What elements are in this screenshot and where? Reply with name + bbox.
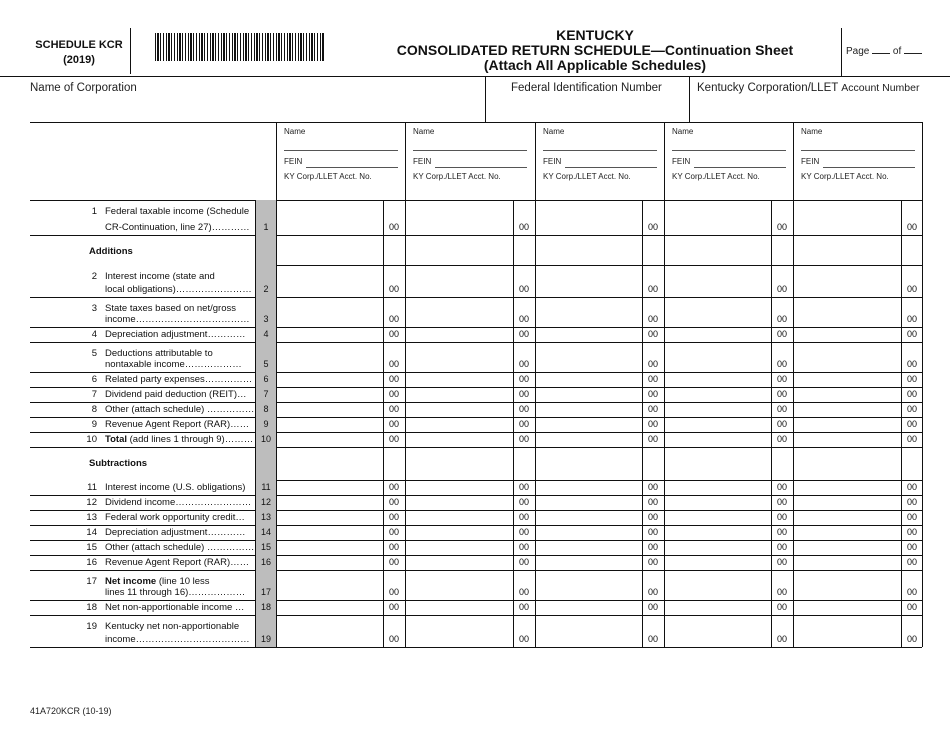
amount-cell[interactable]: [536, 373, 641, 386]
row-line: [30, 647, 922, 648]
line-box-number: 14: [260, 527, 271, 537]
amount-cell[interactable]: [406, 418, 512, 431]
amount-cell[interactable]: [277, 201, 382, 234]
cents-value: 00: [647, 419, 658, 429]
cents-value: 00: [906, 284, 917, 294]
cents-value: 00: [906, 512, 917, 522]
amount-cell[interactable]: [794, 298, 900, 326]
amount-cell[interactable]: [277, 481, 382, 494]
amount-cell[interactable]: [406, 343, 512, 371]
cents-value: 00: [647, 482, 658, 492]
line-description: Dividend income……………………: [105, 497, 252, 508]
line-box-number: 7: [263, 389, 269, 399]
line-box-number: 10: [260, 434, 271, 444]
line-box-number: 16: [260, 557, 271, 567]
amount-cell[interactable]: [406, 556, 512, 569]
entity-fein-label: FEIN: [801, 157, 820, 166]
cents-value: 00: [518, 314, 529, 324]
cents-value: 00: [776, 602, 787, 612]
amount-cell[interactable]: [277, 343, 382, 371]
line-number: 19: [86, 621, 97, 632]
section-header-subtractions: Subtractions: [89, 458, 148, 469]
section-shade: [256, 447, 276, 480]
amount-cell[interactable]: [794, 343, 900, 371]
cents-value: 00: [518, 512, 529, 522]
cents-value: 00: [776, 542, 787, 552]
amount-cell[interactable]: [794, 511, 900, 524]
cents-value: 00: [906, 527, 917, 537]
cents-value: 00: [776, 374, 787, 384]
amount-cell[interactable]: [277, 541, 382, 554]
page-number-field[interactable]: Page of: [846, 46, 922, 57]
amount-cell[interactable]: [406, 526, 512, 539]
entity-name-field[interactable]: [284, 149, 398, 151]
cents-value: 00: [388, 482, 399, 492]
cents-value: 00: [906, 404, 917, 414]
cents-value: 00: [518, 527, 529, 537]
cents-value: 00: [388, 404, 399, 414]
ky-account-label: Kentucky Corporation/LLET Account Number: [697, 82, 920, 94]
cents-value: 00: [388, 557, 399, 567]
amount-cell[interactable]: [536, 388, 641, 401]
line-description-cont: nontaxable income………………: [105, 359, 242, 370]
amount-cell[interactable]: [536, 481, 641, 494]
amount-cell[interactable]: [277, 433, 382, 446]
amount-cell[interactable]: [794, 403, 900, 416]
cents-value: 00: [518, 587, 529, 597]
cents-value: 00: [776, 314, 787, 324]
cents-value: 00: [776, 634, 787, 644]
cents-value: 00: [906, 359, 917, 369]
line-box-number: 11: [261, 482, 271, 492]
line-number: 16: [86, 557, 97, 568]
grid-col-line: [922, 122, 923, 647]
amount-cell[interactable]: [277, 511, 382, 524]
entity-ky-acct-label: KY Corp./LLET Acct. No.: [284, 172, 372, 181]
line-description: Other (attach schedule) ……………: [105, 542, 255, 553]
cents-value: 00: [647, 497, 658, 507]
amount-cell[interactable]: [794, 328, 900, 341]
amount-cell[interactable]: [665, 418, 770, 431]
line-description: Kentucky net non-apportionable: [105, 621, 240, 632]
entity-name-label: Name: [672, 127, 694, 136]
entity-name-field[interactable]: [672, 149, 786, 151]
cents-value: 00: [388, 284, 399, 294]
cents-value: 00: [776, 329, 787, 339]
entity-ky-acct-label: KY Corp./LLET Acct. No.: [543, 172, 631, 181]
line-description: Interest income (U.S. obligations): [105, 482, 246, 493]
amount-cell[interactable]: [794, 266, 900, 296]
amount-cell[interactable]: [277, 373, 382, 386]
amount-cell[interactable]: [665, 373, 770, 386]
amount-cell[interactable]: [406, 328, 512, 341]
amount-cell[interactable]: [277, 266, 382, 296]
cents-value: 00: [388, 434, 399, 444]
line-description: Depreciation adjustment…………: [105, 527, 246, 538]
amount-cell[interactable]: [406, 403, 512, 416]
amount-cell[interactable]: [277, 298, 382, 326]
line-description-cont: local obligations)……………………: [105, 284, 252, 295]
amount-cell[interactable]: [665, 388, 770, 401]
cents-value: 00: [388, 542, 399, 552]
cents-value: 00: [647, 434, 658, 444]
cents-value: 00: [906, 542, 917, 552]
amount-cell[interactable]: [665, 481, 770, 494]
cents-value: 00: [518, 359, 529, 369]
amount-cell[interactable]: [277, 556, 382, 569]
amount-cell[interactable]: [665, 571, 770, 599]
cents-value: 00: [906, 329, 917, 339]
cents-value: 00: [776, 389, 787, 399]
amount-cell[interactable]: [794, 481, 900, 494]
cents-value: 00: [906, 497, 917, 507]
amount-cell[interactable]: [406, 481, 512, 494]
cents-value: 00: [647, 359, 658, 369]
amount-cell[interactable]: [406, 541, 512, 554]
entity-name-label: Name: [801, 127, 823, 136]
cents-value: 00: [518, 374, 529, 384]
line-description-cont: income………………………………: [105, 314, 250, 325]
cents-value: 00: [776, 512, 787, 522]
amount-cell[interactable]: [665, 201, 770, 234]
cents-value: 00: [906, 314, 917, 324]
line-box-number: 1: [263, 222, 269, 232]
amount-cell[interactable]: [665, 343, 770, 371]
cents-value: 00: [518, 497, 529, 507]
line-number: 1: [91, 206, 97, 217]
line-number: 10: [86, 434, 97, 445]
fein-label: Federal Identification Number: [511, 82, 662, 94]
entity-fein-label: FEIN: [543, 157, 562, 166]
cents-value: 00: [388, 527, 399, 537]
amount-cell[interactable]: [536, 556, 641, 569]
line-box-number: 9: [263, 419, 269, 429]
amount-cell[interactable]: [536, 511, 641, 524]
amount-cell[interactable]: [665, 433, 770, 446]
cents-value: 00: [388, 389, 399, 399]
line-description: Total (add lines 1 through 9)………: [105, 434, 254, 445]
cents-value: 00: [518, 284, 529, 294]
cents-value: 00: [388, 314, 399, 324]
line-box-number: 2: [263, 284, 269, 294]
line-description-cont: lines 11 through 16)………………: [105, 587, 246, 598]
amount-cell[interactable]: [277, 601, 382, 614]
amount-cell[interactable]: [277, 571, 382, 599]
entity-name-field[interactable]: [413, 149, 527, 151]
line-description: State taxes based on net/gross: [105, 303, 236, 314]
row-line: [30, 235, 922, 236]
cents-value: 00: [776, 557, 787, 567]
entity-ky-acct-label: KY Corp./LLET Acct. No.: [672, 172, 760, 181]
entity-fein-field[interactable]: [694, 166, 786, 168]
amount-cell[interactable]: [665, 496, 770, 509]
amount-cell[interactable]: [536, 541, 641, 554]
amount-cell[interactable]: [794, 418, 900, 431]
cents-value: 00: [906, 389, 917, 399]
entity-fein-field[interactable]: [435, 166, 527, 168]
amount-cell[interactable]: [536, 201, 641, 234]
line-number: 12: [86, 497, 97, 508]
cents-value: 00: [647, 222, 658, 232]
amount-cell[interactable]: [794, 388, 900, 401]
cents-value: 00: [518, 222, 529, 232]
line-description-cont: income………………………………: [105, 634, 250, 645]
schedule-name: SCHEDULE KCR: [35, 39, 123, 51]
cents-value: 00: [518, 404, 529, 414]
amount-cell[interactable]: [536, 496, 641, 509]
entity-name-label: Name: [413, 127, 435, 136]
amount-cell[interactable]: [277, 418, 382, 431]
amount-cell[interactable]: [665, 526, 770, 539]
amount-cell[interactable]: [406, 601, 512, 614]
cents-value: 00: [388, 587, 399, 597]
line-number: 4: [91, 329, 97, 340]
entity-fein-label: FEIN: [413, 157, 432, 166]
cents-value: 00: [776, 419, 787, 429]
line-description: Net non-apportionable income …: [105, 602, 245, 613]
line-description: Net income (line 10 less: [105, 576, 210, 587]
line-number: 3: [91, 303, 97, 314]
amount-cell[interactable]: [277, 616, 382, 646]
amount-cell[interactable]: [406, 511, 512, 524]
cents-value: 00: [906, 587, 917, 597]
form-title: CONSOLIDATED RETURN SCHEDULE—Continuation Sheet: [396, 42, 794, 58]
line-number: 7: [91, 389, 97, 400]
section-shade: [256, 235, 276, 265]
amount-cell[interactable]: [794, 433, 900, 446]
cents-value: 00: [647, 404, 658, 414]
line-description: Depreciation adjustment…………: [105, 329, 246, 340]
amount-cell[interactable]: [794, 556, 900, 569]
cents-value: 00: [518, 634, 529, 644]
entity-fein-label: FEIN: [672, 157, 691, 166]
cents-value: 00: [518, 389, 529, 399]
amount-cell[interactable]: [536, 343, 641, 371]
cents-value: 00: [647, 512, 658, 522]
amount-cell[interactable]: [665, 403, 770, 416]
cents-value: 00: [518, 434, 529, 444]
amount-cell[interactable]: [277, 526, 382, 539]
line-box-number: 6: [263, 374, 269, 384]
cents-value: 00: [776, 359, 787, 369]
line-number: 8: [91, 404, 97, 415]
line-number: 6: [91, 374, 97, 385]
row-line: [30, 447, 922, 448]
title-attach-note: (Attach All Applicable Schedules): [483, 57, 707, 73]
amount-cell[interactable]: [665, 616, 770, 646]
line-box-number: 5: [263, 359, 269, 369]
cents-value: 00: [647, 284, 658, 294]
line-description: Related party expenses……………: [105, 374, 253, 385]
cents-value: 00: [518, 419, 529, 429]
cents-value: 00: [518, 482, 529, 492]
line-box-number: 8: [263, 404, 269, 414]
cents-value: 00: [388, 222, 399, 232]
amount-cell[interactable]: [536, 403, 641, 416]
line-box-number: 18: [260, 602, 271, 612]
line-description-cont: CR-Continuation, line 27)…………: [105, 222, 250, 233]
line-box-number: 19: [260, 634, 271, 644]
amount-cell[interactable]: [406, 616, 512, 646]
cents-value: 00: [647, 314, 658, 324]
amount-cell[interactable]: [665, 266, 770, 296]
cents-value: 00: [906, 634, 917, 644]
entity-fein-field[interactable]: [565, 166, 657, 168]
cents-value: 00: [776, 482, 787, 492]
cents-value: 00: [776, 527, 787, 537]
cents-value: 00: [518, 329, 529, 339]
line-description: Interest income (state and: [105, 271, 215, 282]
amount-cell[interactable]: [536, 571, 641, 599]
corporation-name-label: Name of Corporation: [30, 82, 137, 94]
amount-cell[interactable]: [665, 511, 770, 524]
cents-value: 00: [388, 374, 399, 384]
amount-cell[interactable]: [536, 526, 641, 539]
line-number: 5: [91, 348, 97, 359]
cents-value: 00: [776, 497, 787, 507]
amount-cell[interactable]: [277, 388, 382, 401]
amount-cell[interactable]: [406, 433, 512, 446]
amount-cell[interactable]: [406, 266, 512, 296]
amount-cell[interactable]: [536, 601, 641, 614]
cents-value: 00: [906, 602, 917, 612]
amount-cell[interactable]: [406, 388, 512, 401]
entity-fein-field[interactable]: [823, 166, 915, 168]
cents-value: 00: [647, 527, 658, 537]
line-number: 17: [86, 576, 97, 587]
cents-value: 00: [647, 542, 658, 552]
cents-value: 00: [906, 222, 917, 232]
cents-value: 00: [906, 482, 917, 492]
schedule-year: (2019): [63, 54, 95, 66]
form-number: 41A720KCR (10-19): [30, 706, 112, 716]
amount-cell[interactable]: [406, 496, 512, 509]
cents-value: 00: [518, 542, 529, 552]
cents-value: 00: [388, 329, 399, 339]
cents-value: 00: [647, 329, 658, 339]
line-number: 15: [86, 542, 97, 553]
entity-name-field[interactable]: [801, 149, 915, 151]
entity-name-label: Name: [543, 127, 565, 136]
line-box-number: 15: [260, 542, 271, 552]
cents-value: 00: [906, 419, 917, 429]
cents-value: 00: [388, 634, 399, 644]
cents-value: 00: [776, 284, 787, 294]
line-description: Federal taxable income (Schedule: [105, 206, 250, 217]
cents-value: 00: [776, 434, 787, 444]
cents-value: 00: [518, 602, 529, 612]
line-number: 13: [86, 512, 97, 523]
amount-cell[interactable]: [406, 201, 512, 234]
line-description: Dividend paid deduction (REIT)…: [105, 389, 247, 400]
line-box-number: 3: [263, 314, 269, 324]
cents-value: 00: [388, 512, 399, 522]
amount-cell[interactable]: [794, 496, 900, 509]
cents-value: 00: [388, 602, 399, 612]
amount-cell[interactable]: [794, 571, 900, 599]
amount-cell[interactable]: [536, 616, 641, 646]
entity-ky-acct-label: KY Corp./LLET Acct. No.: [413, 172, 501, 181]
amount-cell[interactable]: [536, 433, 641, 446]
cents-value: 00: [647, 587, 658, 597]
cents-value: 00: [776, 587, 787, 597]
cents-value: 00: [647, 557, 658, 567]
line-box-number: 12: [260, 497, 271, 507]
cents-value: 00: [776, 222, 787, 232]
amount-cell[interactable]: [794, 616, 900, 646]
line-number: 11: [87, 482, 97, 493]
entity-fein-label: FEIN: [284, 157, 303, 166]
amount-cell[interactable]: [536, 328, 641, 341]
amount-cell[interactable]: [794, 601, 900, 614]
line-description: Federal work opportunity credit…: [105, 512, 245, 523]
amount-cell[interactable]: [794, 373, 900, 386]
cents-value: 00: [388, 497, 399, 507]
cents-value: 00: [906, 374, 917, 384]
entity-fein-field[interactable]: [306, 166, 398, 168]
line-number: 14: [86, 527, 97, 538]
amount-cell[interactable]: [277, 496, 382, 509]
amount-cell[interactable]: [665, 601, 770, 614]
amount-cell[interactable]: [665, 298, 770, 326]
cents-value: 00: [518, 557, 529, 567]
entity-name-field[interactable]: [543, 149, 657, 151]
amount-cell[interactable]: [794, 526, 900, 539]
entity-ky-acct-label: KY Corp./LLET Acct. No.: [801, 172, 889, 181]
line-box-number: 13: [260, 512, 271, 522]
cents-value: 00: [647, 374, 658, 384]
amount-cell[interactable]: [406, 298, 512, 326]
cents-value: 00: [776, 404, 787, 414]
cents-value: 00: [647, 389, 658, 399]
cents-value: 00: [647, 602, 658, 612]
entity-name-label: Name: [284, 127, 306, 136]
line-number: 2: [91, 271, 97, 282]
line-number: 9: [91, 419, 97, 430]
line-number: 18: [86, 602, 97, 613]
line-description: Deductions attributable to: [105, 348, 213, 359]
cents-value: 00: [906, 434, 917, 444]
amount-cell[interactable]: [277, 403, 382, 416]
amount-cell[interactable]: [536, 298, 641, 326]
amount-cell[interactable]: [277, 328, 382, 341]
amount-cell[interactable]: [536, 266, 641, 296]
title-state: KENTUCKY: [556, 27, 634, 43]
line-box-number: 17: [260, 587, 271, 597]
amount-cell[interactable]: [665, 541, 770, 554]
amount-cell[interactable]: [406, 373, 512, 386]
line-box-number: 4: [263, 329, 269, 339]
amount-cell[interactable]: [794, 541, 900, 554]
line-description: Revenue Agent Report (RAR)……: [105, 419, 250, 430]
cents-value: 00: [647, 634, 658, 644]
line-description: Revenue Agent Report (RAR)……: [105, 557, 250, 568]
cents-value: 00: [388, 419, 399, 429]
amount-cell[interactable]: [665, 328, 770, 341]
cents-value: 00: [388, 359, 399, 369]
amount-cell[interactable]: [665, 556, 770, 569]
amount-cell[interactable]: [536, 418, 641, 431]
cents-value: 00: [906, 557, 917, 567]
amount-cell[interactable]: [406, 571, 512, 599]
line-description: Other (attach schedule) ……………: [105, 404, 255, 415]
amount-cell[interactable]: [794, 201, 900, 234]
section-header-additions: Additions: [89, 246, 133, 257]
